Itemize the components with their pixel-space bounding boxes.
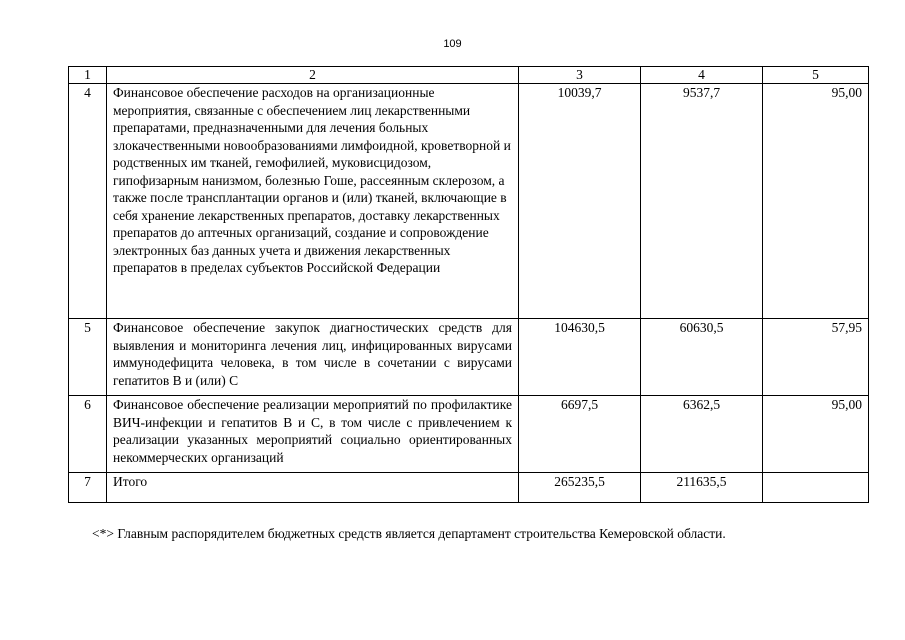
row-value-planned: 265235,5 — [519, 473, 641, 503]
row-number: 6 — [69, 396, 107, 473]
row-description: Итого — [107, 473, 519, 503]
row-number: 7 — [69, 473, 107, 503]
row-value-actual: 9537,7 — [641, 84, 763, 319]
footnote: <*> Главным распорядителем бюджетных средств является департамент строительства Кемеровской области. — [92, 526, 726, 541]
budget-table — [68, 66, 869, 503]
row-value-actual: 60630,5 — [641, 319, 763, 396]
column-header-3: 3 — [519, 67, 641, 84]
column-header-4: 4 — [641, 67, 763, 84]
row-value-percent: 95,00 — [763, 396, 869, 473]
row-value-actual: 211635,5 — [641, 473, 763, 503]
column-header-2: 2 — [107, 67, 519, 84]
table-row — [69, 319, 869, 396]
row-value-planned: 10039,7 — [519, 84, 641, 319]
page-number: 109 — [443, 38, 462, 50]
row-number: 4 — [69, 84, 107, 319]
table-header-row — [69, 67, 869, 84]
table-total-row — [69, 473, 869, 503]
row-value-percent: 57,95 — [763, 319, 869, 396]
table-row — [69, 396, 869, 473]
row-value-actual: 6362,5 — [641, 396, 763, 473]
column-header-5: 5 — [763, 67, 869, 84]
row-number: 5 — [69, 319, 107, 396]
row-value-percent — [763, 473, 869, 503]
column-header-1: 1 — [69, 67, 107, 84]
row-value-planned: 6697,5 — [519, 396, 641, 473]
table-row — [69, 84, 869, 319]
row-description: Финансовое обеспечение закупок диагностических средств для выявления и мониторинга лечения лиц, инфицированных вирусами иммунодефицита человека, в том числе в сочетании с вирусами гепатитов B и (или) C — [107, 319, 519, 396]
row-description: Финансовое обеспечение расходов на организационные мероприятия, связанные с обеспечением лиц лекарственными препаратами, предназначенными для лечения больных злокачественными новообразованиями лимфоидной, кроветворной и родственных им тканей, гемофилией, муковисцидозом, гипофизарным нанизмом, болезнью Гоше, рассеянным склерозом, а также после трансплантации органов и (или) тканей, включающие в себя хранение лекарственных препаратов, доставку лекарственных препаратов до аптечных организаций, создание и сопровождение электронных баз данных учета и движения лекарственных препаратов в пределах субъектов Российской Федерации — [107, 84, 519, 319]
row-value-planned: 104630,5 — [519, 319, 641, 396]
row-value-percent: 95,00 — [763, 84, 869, 319]
row-description: Финансовое обеспечение реализации мероприятий по профилактике ВИЧ-инфекции и гепатитов B и C, в том числе с привлечением к реализации указанных мероприятий социально ориентированных некоммерческих организаций — [107, 396, 519, 473]
